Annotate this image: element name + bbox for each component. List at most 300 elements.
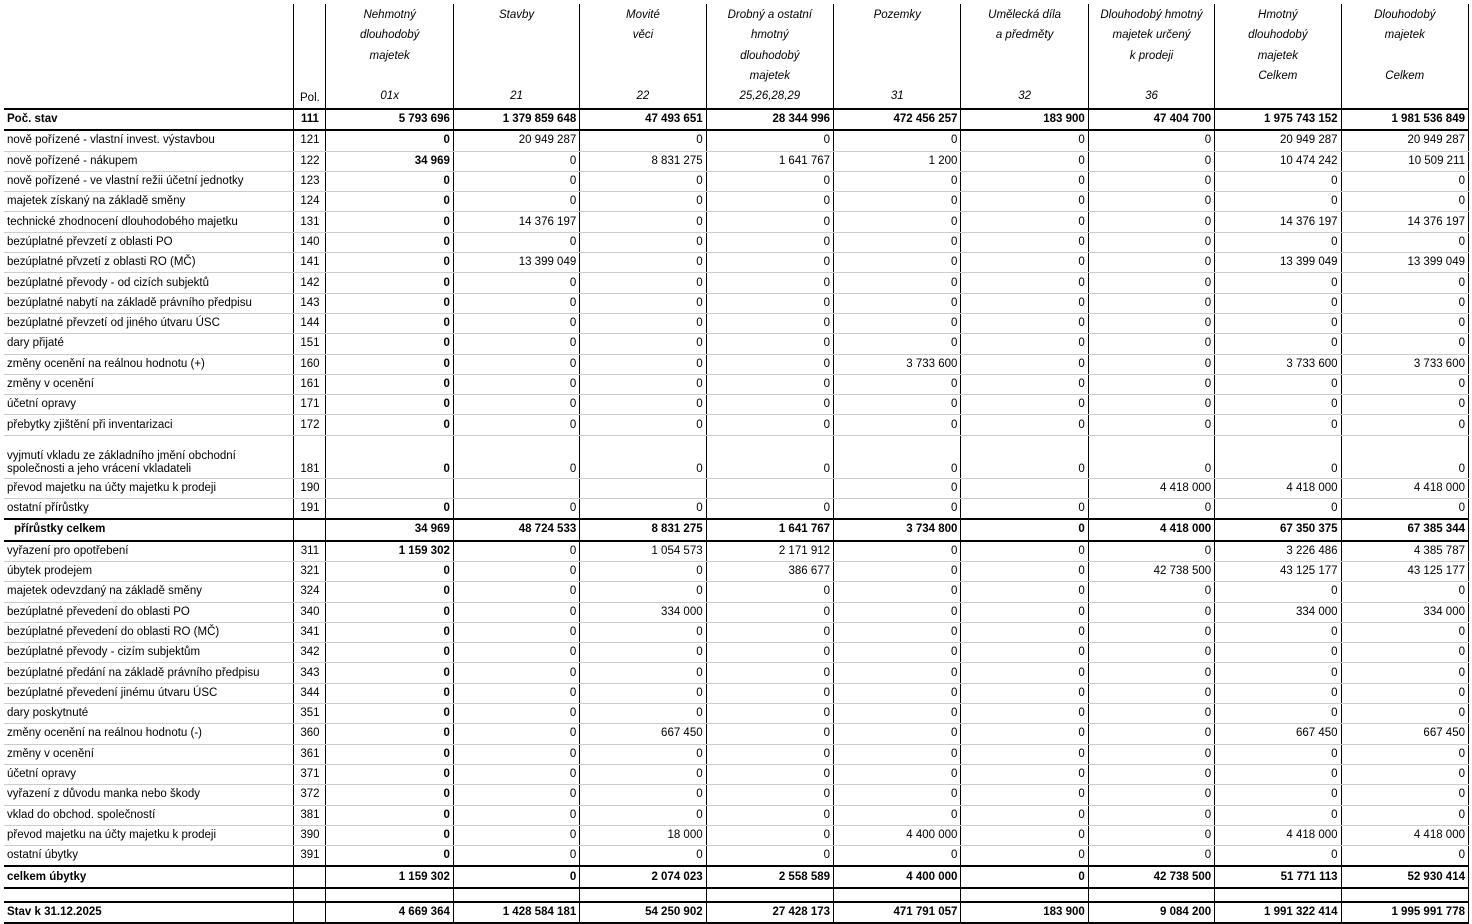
value-cell: 0 bbox=[961, 293, 1088, 313]
column-code bbox=[1345, 86, 1465, 106]
value-cell: 0 bbox=[706, 313, 833, 333]
row-label: převod majetku na účty majetku k prodeji bbox=[4, 825, 294, 845]
table-row bbox=[4, 273, 1469, 293]
table-row bbox=[4, 293, 1469, 313]
value-cell: 13 399 049 bbox=[1341, 253, 1468, 273]
value-cell: 4 400 000 bbox=[834, 866, 961, 887]
value-cell: 0 bbox=[580, 253, 706, 273]
value-cell bbox=[1215, 888, 1341, 902]
value-cell: 0 bbox=[326, 273, 453, 293]
value-cell: 0 bbox=[1088, 313, 1214, 333]
value-cell: 0 bbox=[1215, 293, 1341, 313]
value-cell: 0 bbox=[706, 622, 833, 642]
value-cell: 20 949 287 bbox=[1215, 130, 1341, 151]
table-row bbox=[4, 561, 1469, 581]
value-cell: 0 bbox=[453, 744, 579, 764]
column-header bbox=[326, 4, 453, 109]
value-cell: 43 125 177 bbox=[1215, 561, 1341, 581]
value-cell: 0 bbox=[834, 704, 961, 724]
value-cell: 0 bbox=[706, 415, 833, 435]
column-code bbox=[1218, 86, 1337, 106]
row-label: změny v ocenění bbox=[4, 744, 294, 764]
row-pol: 190 bbox=[294, 478, 326, 498]
value-cell: 0 bbox=[580, 622, 706, 642]
column-header-line: věci bbox=[632, 29, 654, 42]
column-header bbox=[580, 4, 706, 109]
column-code: 01x bbox=[380, 90, 399, 103]
row-pol: 122 bbox=[294, 151, 326, 171]
value-cell: 0 bbox=[453, 866, 579, 887]
value-cell: 0 bbox=[1088, 435, 1214, 478]
value-cell: 0 bbox=[326, 602, 453, 622]
value-cell bbox=[453, 888, 579, 902]
row-label: účetní opravy bbox=[4, 764, 294, 784]
value-cell: 3 733 600 bbox=[1341, 354, 1468, 374]
row-pol: 111 bbox=[294, 109, 326, 130]
table-row bbox=[4, 902, 1469, 923]
value-cell: 0 bbox=[961, 253, 1088, 273]
value-cell: 4 400 000 bbox=[834, 825, 961, 845]
value-cell: 3 734 800 bbox=[834, 519, 961, 540]
table-row bbox=[4, 724, 1469, 744]
value-cell: 4 669 364 bbox=[326, 902, 453, 923]
column-header bbox=[961, 4, 1088, 109]
value-cell: 0 bbox=[1088, 704, 1214, 724]
value-cell: 334 000 bbox=[580, 602, 706, 622]
value-cell: 67 350 375 bbox=[1215, 519, 1341, 540]
value-cell: 0 bbox=[1088, 602, 1214, 622]
row-pol: 143 bbox=[294, 293, 326, 313]
row-label: Poč. stav bbox=[4, 109, 294, 130]
value-cell: 0 bbox=[453, 846, 579, 867]
value-cell: 0 bbox=[453, 435, 579, 478]
value-cell: 0 bbox=[453, 764, 579, 784]
value-cell: 0 bbox=[706, 683, 833, 703]
value-cell: 0 bbox=[834, 805, 961, 825]
value-cell: 0 bbox=[961, 415, 1088, 435]
row-label: ostatní úbytky bbox=[4, 846, 294, 867]
value-cell: 0 bbox=[453, 541, 579, 562]
value-cell: 0 bbox=[834, 724, 961, 744]
row-pol: 341 bbox=[294, 622, 326, 642]
column-header-line: hmotný bbox=[750, 29, 789, 42]
row-pol: 160 bbox=[294, 354, 326, 374]
value-cell bbox=[326, 888, 453, 902]
value-cell: 1 975 743 152 bbox=[1215, 109, 1341, 130]
value-cell: 0 bbox=[1088, 395, 1214, 415]
value-cell: 386 677 bbox=[706, 561, 833, 581]
value-cell: 0 bbox=[706, 582, 833, 602]
value-cell: 0 bbox=[706, 663, 833, 683]
table-row bbox=[4, 785, 1469, 805]
value-cell: 0 bbox=[961, 622, 1088, 642]
value-cell: 0 bbox=[453, 151, 579, 171]
row-label: bezúplatné převody - cizím subjektům bbox=[4, 643, 294, 663]
value-cell: 1 991 322 414 bbox=[1215, 902, 1341, 923]
value-cell: 0 bbox=[834, 253, 961, 273]
value-cell: 0 bbox=[1088, 744, 1214, 764]
value-cell: 0 bbox=[1341, 663, 1468, 683]
value-cell: 0 bbox=[453, 602, 579, 622]
value-cell: 0 bbox=[1341, 293, 1468, 313]
row-label: přírůstky celkem bbox=[4, 519, 294, 540]
value-cell: 0 bbox=[1215, 785, 1341, 805]
value-cell: 0 bbox=[453, 499, 579, 520]
row-label: technické zhodnocení dlouhodobého majetku bbox=[4, 212, 294, 232]
value-cell bbox=[1088, 888, 1214, 902]
value-cell: 0 bbox=[1215, 704, 1341, 724]
value-cell: 0 bbox=[834, 171, 961, 191]
value-cell: 0 bbox=[580, 683, 706, 703]
column-header bbox=[706, 4, 833, 109]
value-cell: 0 bbox=[580, 334, 706, 354]
value-cell: 472 456 257 bbox=[834, 109, 961, 130]
value-cell: 0 bbox=[580, 582, 706, 602]
value-cell: 0 bbox=[961, 704, 1088, 724]
value-cell: 0 bbox=[326, 212, 453, 232]
row-pol: 361 bbox=[294, 744, 326, 764]
value-cell bbox=[706, 888, 833, 902]
value-cell: 667 450 bbox=[580, 724, 706, 744]
value-cell: 0 bbox=[834, 846, 961, 867]
row-pol: 172 bbox=[294, 415, 326, 435]
value-cell: 0 bbox=[453, 805, 579, 825]
value-cell: 0 bbox=[580, 744, 706, 764]
table-row bbox=[4, 334, 1469, 354]
column-header-line: Celkem bbox=[1385, 69, 1425, 82]
value-cell: 1 159 302 bbox=[326, 866, 453, 887]
value-cell: 0 bbox=[1215, 171, 1341, 191]
value-cell: 54 250 902 bbox=[580, 902, 706, 923]
table-header bbox=[4, 4, 1469, 109]
header-label-cell bbox=[4, 4, 294, 109]
value-cell: 0 bbox=[706, 602, 833, 622]
value-cell: 0 bbox=[1088, 130, 1214, 151]
value-cell: 20 949 287 bbox=[453, 130, 579, 151]
value-cell: 0 bbox=[961, 212, 1088, 232]
value-cell: 0 bbox=[834, 582, 961, 602]
value-cell: 20 949 287 bbox=[1341, 130, 1468, 151]
column-header bbox=[834, 4, 961, 109]
value-cell: 0 bbox=[1215, 805, 1341, 825]
value-cell: 0 bbox=[834, 478, 961, 498]
value-cell: 1 981 536 849 bbox=[1341, 109, 1468, 130]
value-cell: 0 bbox=[453, 293, 579, 313]
value-cell: 0 bbox=[961, 866, 1088, 887]
column-code: 31 bbox=[890, 90, 904, 103]
column-header-line: Drobný a ostatní bbox=[727, 9, 813, 21]
column-header-line: majetek bbox=[1257, 49, 1298, 62]
value-cell: 0 bbox=[834, 683, 961, 703]
table-row bbox=[4, 643, 1469, 663]
value-cell: 0 bbox=[1088, 192, 1214, 212]
value-cell: 0 bbox=[1341, 374, 1468, 394]
row-label bbox=[4, 888, 294, 902]
value-cell: 0 bbox=[834, 130, 961, 151]
value-cell: 0 bbox=[706, 846, 833, 867]
value-cell: 1 641 767 bbox=[706, 519, 833, 540]
column-header-line bbox=[329, 66, 449, 86]
column-header-line bbox=[1345, 46, 1465, 66]
value-cell: 0 bbox=[1088, 541, 1214, 562]
column-header-line: Celkem bbox=[1258, 69, 1298, 82]
table-row bbox=[4, 151, 1469, 171]
value-cell: 0 bbox=[1215, 582, 1341, 602]
value-cell: 14 376 197 bbox=[1341, 212, 1468, 232]
value-cell: 0 bbox=[706, 805, 833, 825]
value-cell: 0 bbox=[1088, 253, 1214, 273]
value-cell: 4 418 000 bbox=[1088, 478, 1214, 498]
value-cell: 0 bbox=[706, 273, 833, 293]
value-cell: 3 733 600 bbox=[1215, 354, 1341, 374]
value-cell: 0 bbox=[961, 232, 1088, 252]
table-row bbox=[4, 253, 1469, 273]
row-label: nově pořízené - ve vlastní režii účetní jednotky bbox=[4, 171, 294, 191]
value-cell: 4 418 000 bbox=[1088, 519, 1214, 540]
value-cell: 0 bbox=[326, 744, 453, 764]
column-header-line: Dlouhodobý bbox=[1374, 9, 1436, 21]
value-cell: 0 bbox=[834, 313, 961, 333]
value-cell: 0 bbox=[706, 435, 833, 478]
value-cell: 0 bbox=[580, 764, 706, 784]
value-cell: 0 bbox=[326, 171, 453, 191]
value-cell: 0 bbox=[326, 313, 453, 333]
value-cell: 0 bbox=[453, 825, 579, 845]
column-header-line bbox=[583, 46, 702, 66]
value-cell: 0 bbox=[1341, 785, 1468, 805]
value-cell: 0 bbox=[1215, 435, 1341, 478]
value-cell: 0 bbox=[961, 334, 1088, 354]
value-cell bbox=[834, 888, 961, 902]
value-cell: 48 724 533 bbox=[453, 519, 579, 540]
value-cell: 0 bbox=[961, 724, 1088, 744]
row-label: majetek získaný na základě směny bbox=[4, 192, 294, 212]
value-cell: 0 bbox=[580, 192, 706, 212]
value-cell: 0 bbox=[961, 151, 1088, 171]
value-cell: 4 418 000 bbox=[1215, 478, 1341, 498]
value-cell: 0 bbox=[453, 683, 579, 703]
value-cell: 0 bbox=[1215, 313, 1341, 333]
table-row bbox=[4, 704, 1469, 724]
row-label: účetní opravy bbox=[4, 395, 294, 415]
value-cell: 42 738 500 bbox=[1088, 866, 1214, 887]
value-cell: 0 bbox=[453, 622, 579, 642]
value-cell: 0 bbox=[1215, 232, 1341, 252]
header-row bbox=[4, 4, 1469, 109]
value-cell: 0 bbox=[1341, 744, 1468, 764]
value-cell: 0 bbox=[834, 643, 961, 663]
value-cell: 0 bbox=[1215, 683, 1341, 703]
value-cell: 0 bbox=[834, 232, 961, 252]
value-cell: 0 bbox=[1088, 273, 1214, 293]
column-header-line: majetek bbox=[749, 69, 790, 82]
row-pol: 311 bbox=[294, 541, 326, 562]
value-cell: 471 791 057 bbox=[834, 902, 961, 923]
column-header-line: dlouhodobý bbox=[359, 29, 420, 42]
row-pol: 351 bbox=[294, 704, 326, 724]
table-row bbox=[4, 499, 1469, 520]
value-cell: 0 bbox=[580, 273, 706, 293]
column-header-line bbox=[964, 66, 1084, 86]
column-header bbox=[1215, 4, 1341, 109]
row-label: bezúplatné převody - od cizích subjektů bbox=[4, 273, 294, 293]
row-pol: 142 bbox=[294, 273, 326, 293]
column-header-line bbox=[837, 25, 957, 45]
value-cell: 334 000 bbox=[1341, 602, 1468, 622]
value-cell: 0 bbox=[706, 825, 833, 845]
value-cell: 0 bbox=[1088, 499, 1214, 520]
value-cell: 0 bbox=[580, 354, 706, 374]
column-header-line bbox=[583, 66, 702, 86]
table-row bbox=[4, 374, 1469, 394]
value-cell: 0 bbox=[1341, 499, 1468, 520]
value-cell: 0 bbox=[1341, 764, 1468, 784]
value-cell: 0 bbox=[961, 785, 1088, 805]
row-pol bbox=[294, 519, 326, 540]
value-cell: 0 bbox=[580, 212, 706, 232]
row-label: změny ocenění na reálnou hodnotu (+) bbox=[4, 354, 294, 374]
value-cell: 0 bbox=[834, 663, 961, 683]
value-cell: 0 bbox=[834, 541, 961, 562]
value-cell: 0 bbox=[706, 499, 833, 520]
column-header-line: majetek určený bbox=[1112, 29, 1191, 42]
value-cell: 0 bbox=[453, 785, 579, 805]
value-cell: 27 428 173 bbox=[706, 902, 833, 923]
value-cell: 0 bbox=[1341, 334, 1468, 354]
column-header-line: majetek bbox=[1384, 29, 1425, 42]
value-cell: 1 379 859 648 bbox=[453, 109, 579, 130]
value-cell: 0 bbox=[834, 561, 961, 581]
value-cell: 43 125 177 bbox=[1341, 561, 1468, 581]
value-cell: 8 831 275 bbox=[580, 151, 706, 171]
value-cell: 0 bbox=[580, 374, 706, 394]
table-row bbox=[4, 313, 1469, 333]
value-cell: 4 385 787 bbox=[1341, 541, 1468, 562]
row-pol: 171 bbox=[294, 395, 326, 415]
table-row bbox=[4, 683, 1469, 703]
row-pol: 344 bbox=[294, 683, 326, 703]
table-row bbox=[4, 764, 1469, 784]
value-cell: 0 bbox=[1088, 643, 1214, 663]
row-label: celkem úbytky bbox=[4, 866, 294, 887]
value-cell: 0 bbox=[706, 212, 833, 232]
value-cell: 0 bbox=[326, 192, 453, 212]
value-cell: 10 509 211 bbox=[1341, 151, 1468, 171]
value-cell: 0 bbox=[1215, 764, 1341, 784]
table-row bbox=[4, 602, 1469, 622]
table-row bbox=[4, 846, 1469, 867]
value-cell: 0 bbox=[326, 415, 453, 435]
value-cell: 0 bbox=[706, 395, 833, 415]
row-label: bezúplatné přvzetí z oblasti RO (MČ) bbox=[4, 253, 294, 273]
value-cell: 667 450 bbox=[1215, 724, 1341, 744]
value-cell: 0 bbox=[961, 582, 1088, 602]
value-cell: 0 bbox=[580, 499, 706, 520]
value-cell: 0 bbox=[1088, 825, 1214, 845]
column-header bbox=[1341, 4, 1468, 109]
column-header-line bbox=[457, 46, 576, 66]
row-pol: 121 bbox=[294, 130, 326, 151]
row-pol: 381 bbox=[294, 805, 326, 825]
value-cell: 0 bbox=[1215, 744, 1341, 764]
value-cell: 4 418 000 bbox=[1215, 825, 1341, 845]
row-label: Stav k 31.12.2025 bbox=[4, 902, 294, 923]
column-header-line: Movité bbox=[626, 9, 660, 21]
row-label: nově pořízené - vlastní invest. výstavbou bbox=[4, 130, 294, 151]
value-cell: 0 bbox=[1341, 395, 1468, 415]
value-cell bbox=[580, 888, 706, 902]
table-row bbox=[4, 478, 1469, 498]
value-cell: 0 bbox=[1341, 622, 1468, 642]
row-pol: 321 bbox=[294, 561, 326, 581]
column-header-line bbox=[964, 46, 1084, 66]
row-pol: 144 bbox=[294, 313, 326, 333]
value-cell: 0 bbox=[326, 232, 453, 252]
value-cell bbox=[326, 478, 453, 498]
row-label: bezúplatné nabytí na základě právního předpisu bbox=[4, 293, 294, 313]
value-cell: 47 493 651 bbox=[580, 109, 706, 130]
row-pol: 390 bbox=[294, 825, 326, 845]
row-pol: 360 bbox=[294, 724, 326, 744]
value-cell: 0 bbox=[961, 561, 1088, 581]
value-cell: 0 bbox=[834, 415, 961, 435]
value-cell: 0 bbox=[326, 561, 453, 581]
value-cell: 0 bbox=[961, 764, 1088, 784]
value-cell bbox=[706, 478, 833, 498]
column-code: 21 bbox=[510, 90, 523, 103]
value-cell: 0 bbox=[326, 724, 453, 744]
value-cell: 0 bbox=[580, 232, 706, 252]
row-label: přebytky zjištění při inventarizaci bbox=[4, 415, 294, 435]
value-cell: 8 831 275 bbox=[580, 519, 706, 540]
value-cell: 0 bbox=[961, 805, 1088, 825]
value-cell: 0 bbox=[834, 293, 961, 313]
value-cell: 18 000 bbox=[580, 825, 706, 845]
value-cell: 0 bbox=[326, 435, 453, 478]
value-cell: 0 bbox=[580, 415, 706, 435]
row-pol: 141 bbox=[294, 253, 326, 273]
row-pol: 140 bbox=[294, 232, 326, 252]
value-cell: 0 bbox=[453, 171, 579, 191]
value-cell: 0 bbox=[326, 130, 453, 151]
value-cell: 0 bbox=[1088, 415, 1214, 435]
column-header-line: Hmotný bbox=[1258, 9, 1298, 21]
value-cell: 1 054 573 bbox=[580, 541, 706, 562]
value-cell: 13 399 049 bbox=[1215, 253, 1341, 273]
row-label: dary přijaté bbox=[4, 334, 294, 354]
value-cell: 9 084 200 bbox=[1088, 902, 1214, 923]
table-row bbox=[4, 866, 1469, 887]
value-cell: 0 bbox=[706, 785, 833, 805]
value-cell: 0 bbox=[326, 683, 453, 703]
value-cell: 52 930 414 bbox=[1341, 866, 1468, 887]
value-cell: 1 995 991 778 bbox=[1341, 902, 1468, 923]
table-row bbox=[4, 805, 1469, 825]
value-cell: 10 474 242 bbox=[1215, 151, 1341, 171]
row-label: úbytek prodejem bbox=[4, 561, 294, 581]
table-body bbox=[4, 109, 1469, 923]
value-cell: 667 450 bbox=[1341, 724, 1468, 744]
value-cell: 0 bbox=[834, 192, 961, 212]
table-row bbox=[4, 212, 1469, 232]
column-header-line: a předměty bbox=[995, 29, 1054, 42]
row-label: převod majetku na účty majetku k prodeji bbox=[4, 478, 294, 498]
value-cell bbox=[961, 478, 1088, 498]
value-cell: 1 159 302 bbox=[326, 541, 453, 562]
value-cell: 0 bbox=[453, 663, 579, 683]
value-cell: 34 969 bbox=[326, 519, 453, 540]
value-cell bbox=[580, 478, 706, 498]
